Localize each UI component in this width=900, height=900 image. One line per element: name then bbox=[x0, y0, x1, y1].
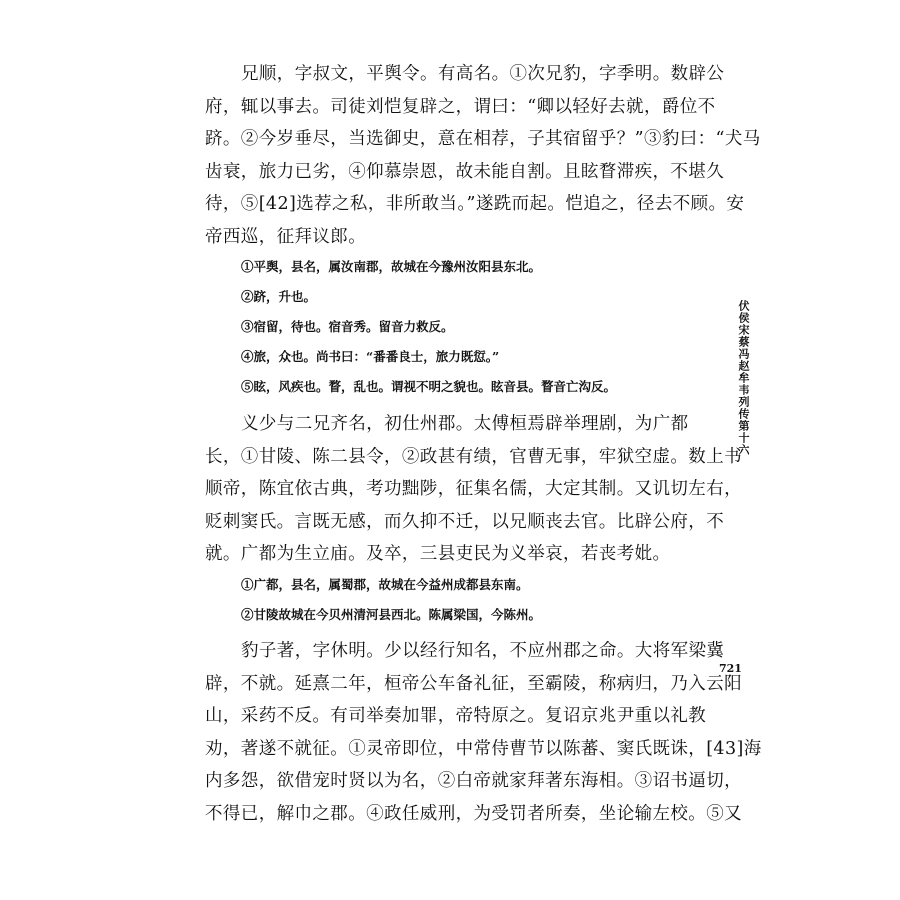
text-line: 豹子著，字休明。少以经行知名，不应州郡之命。大将军梁冀 bbox=[241, 641, 725, 661]
paragraph-shun-bao bbox=[205, 58, 761, 253]
footnote: ①平舆，县名，属汝南郡，故城在今豫州汝阳县东北。 bbox=[241, 259, 542, 274]
text-line: 贬刺窦氏。言既无感，而久抑不迁，以兄顺丧去官。比辟公府，不 bbox=[205, 511, 725, 532]
footnote: ②跻，升也。 bbox=[241, 289, 317, 304]
text-line: 帝西巡，征拜议郎。 bbox=[205, 226, 367, 247]
text-line: 劝，著遂不就征。①灵帝即位，中常侍曹节以陈蕃、窦氏既诛，[43]海 bbox=[205, 738, 762, 759]
text-line: 跻。②今岁垂尽，当选御史，意在相荐，子其宿留乎？”③豹曰：“犬马 bbox=[205, 129, 761, 149]
footnote: ③宿留，待也。宿音秀。留音力救反。 bbox=[241, 319, 454, 334]
footnote: ②甘陵故城在今贝州清河县西北。陈属梁国，今陈州。 bbox=[241, 607, 542, 622]
running-header: 伏侯宋蔡冯赵牟韦列传第十六 bbox=[737, 300, 750, 456]
footnotes-1 bbox=[205, 252, 705, 402]
text-line: 齿衰，旅力已劣，④仰慕崇恩，故未能自割。且眩瞀滞疾，不堪久 bbox=[205, 161, 725, 182]
text-line: 山，采药不反。有司举奏加罪，帝特原之。复诏京兆尹重以礼教 bbox=[205, 706, 707, 726]
text-line: 顺帝，陈宜依古典，考功黜陟，征集名儒，大定其制。又讥切左右， bbox=[205, 479, 742, 499]
footnote: ④旅，众也。尚书曰：“番番良士，旅力既愆。” bbox=[241, 349, 500, 364]
page-number: 721 bbox=[719, 662, 742, 675]
text-line: 府，辄以事去。司徒刘恺复辟之，谓曰：“卿以轻好去就，爵位不 bbox=[205, 96, 716, 117]
footnotes-2 bbox=[205, 570, 705, 630]
text-line: 待，⑤[42]选荐之私，非所敢当。”遂跣而起。恺追之，径去不顾。安 bbox=[205, 194, 745, 214]
text-line: 义少与二兄齐名，初仕州郡。太傅桓焉辟举理剧，为广都 bbox=[241, 414, 689, 434]
text-line: 不得已，解巾之郡。④政任威刑，为受罚者所奏，坐论输左校。⑤又 bbox=[205, 803, 742, 824]
text-line: 长，①甘陵、陈二县令，②政甚有绩，官曹无事，牢狱空虚。数上书 bbox=[205, 446, 742, 467]
text-line: 就。广都为生立庙。及卒，三县吏民为义举哀，若丧考妣。 bbox=[205, 544, 671, 564]
footnote: ⑤眩，风疾也。瞀，乱也。谓视不明之貌也。眩音县。瞀音亡沟反。 bbox=[241, 379, 617, 394]
text-line: 辟，不就。延熹二年，桓帝公车备礼征，至霸陵，称病归，乃入云阳 bbox=[205, 673, 742, 694]
paragraph-yi bbox=[205, 408, 742, 571]
text-line: 内多怨，欲借宠时贤以为名，②白帝就家拜著东海相。③诏书逼切， bbox=[205, 771, 742, 791]
footnote: ①广都，县名，属蜀郡，故城在今益州成都县东南。 bbox=[241, 577, 529, 592]
text-line: 兄顺，字叔文，平舆令。有高名。①次兄豹，字季明。数辟公 bbox=[241, 64, 725, 84]
